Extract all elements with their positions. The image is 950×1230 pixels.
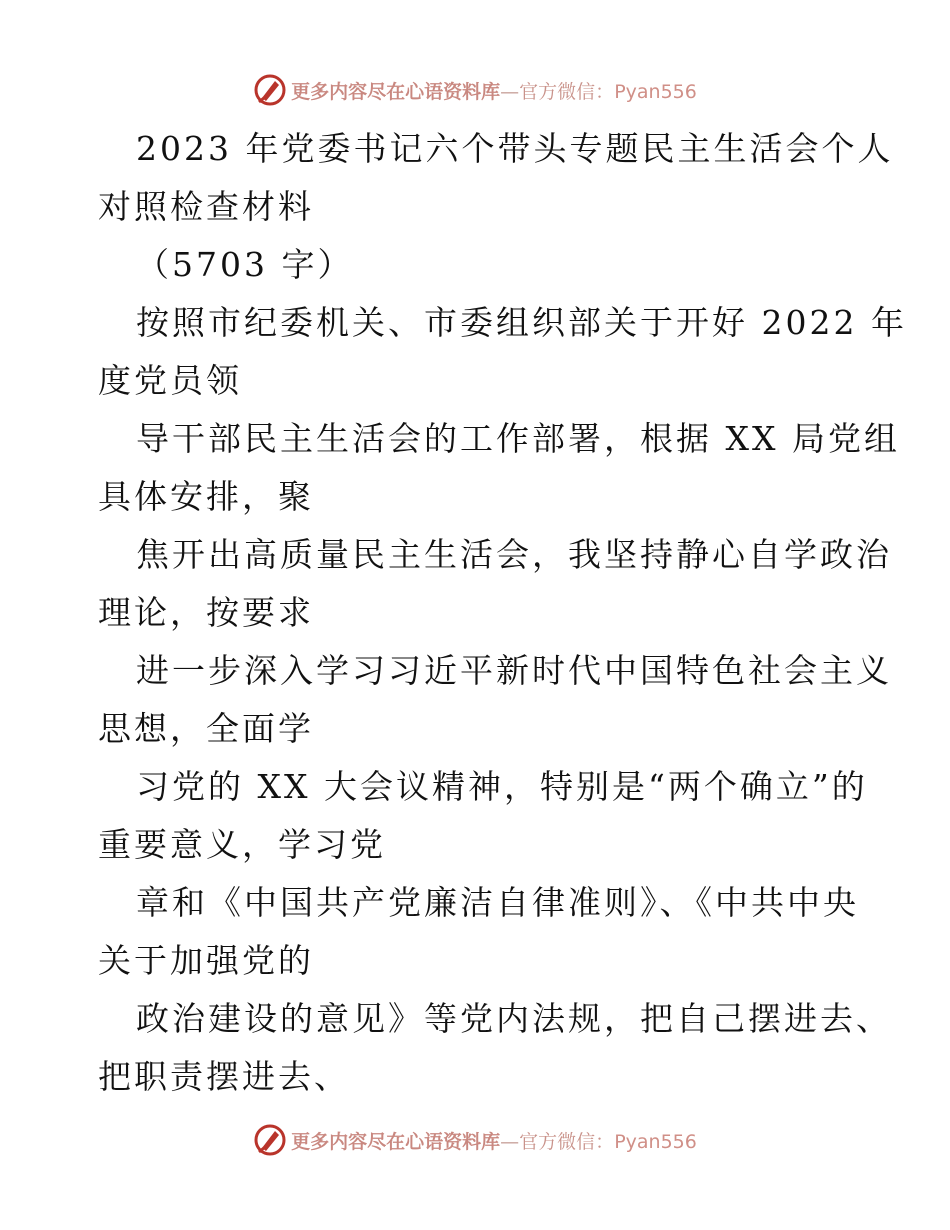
watermark-text <box>291 77 697 104</box>
document-line: 习党的 XX 大会议精神，特别是“两个确立”的 <box>136 767 868 806</box>
document-line: 把职责摆进去、 <box>98 1057 350 1096</box>
document-line: 导干部民主生活会的工作部署，根据 XX 局党组 <box>136 419 900 458</box>
document-line: 焦开出高质量民主生活会，我坚持静心自学政治 <box>136 535 892 574</box>
document-line: 章和《中国共产党廉洁自律准则》、《中共中央 <box>136 883 859 922</box>
footer-watermark <box>0 1120 950 1160</box>
document-line: 思想，全面学 <box>98 709 314 748</box>
document-line: 进一步深入学习习近平新时代中国特色社会主义 <box>136 651 892 690</box>
watermark-main: 更多内容尽在心语资料库 <box>291 80 501 103</box>
watermark-text <box>291 1127 697 1154</box>
document-line: 重要意义，学习党 <box>98 825 386 864</box>
watermark-separator: — <box>500 1130 520 1153</box>
document-line: 具体安排，聚 <box>98 477 314 516</box>
watermark-main: 更多内容尽在心语资料库 <box>291 1130 501 1153</box>
pen-nib-circle-icon <box>253 1123 287 1157</box>
watermark-account: Pyan556 <box>614 80 697 103</box>
document-line: 度党员领 <box>98 361 242 400</box>
document-line: 理论，按要求 <box>98 593 314 632</box>
watermark-channel: 官方微信： <box>519 80 615 103</box>
watermark-channel: 官方微信： <box>519 1130 615 1153</box>
document-line: 按照市纪委机关、市委组织部关于开好 2022 年 <box>136 303 907 342</box>
document-line: 对照检查材料 <box>98 187 314 226</box>
document-line: 2023 年党委书记六个带头专题民主生活会个人 <box>136 129 894 168</box>
header-watermark <box>0 70 950 110</box>
document-line: 关于加强党的 <box>98 941 314 980</box>
document-line: （5703 字） <box>136 245 354 284</box>
document-body <box>98 120 907 1106</box>
document-line: 政治建设的意见》等党内法规，把自己摆进去、 <box>136 999 892 1038</box>
watermark-account: Pyan556 <box>614 1130 697 1153</box>
pen-nib-circle-icon <box>253 73 287 107</box>
watermark-separator: — <box>500 80 520 103</box>
